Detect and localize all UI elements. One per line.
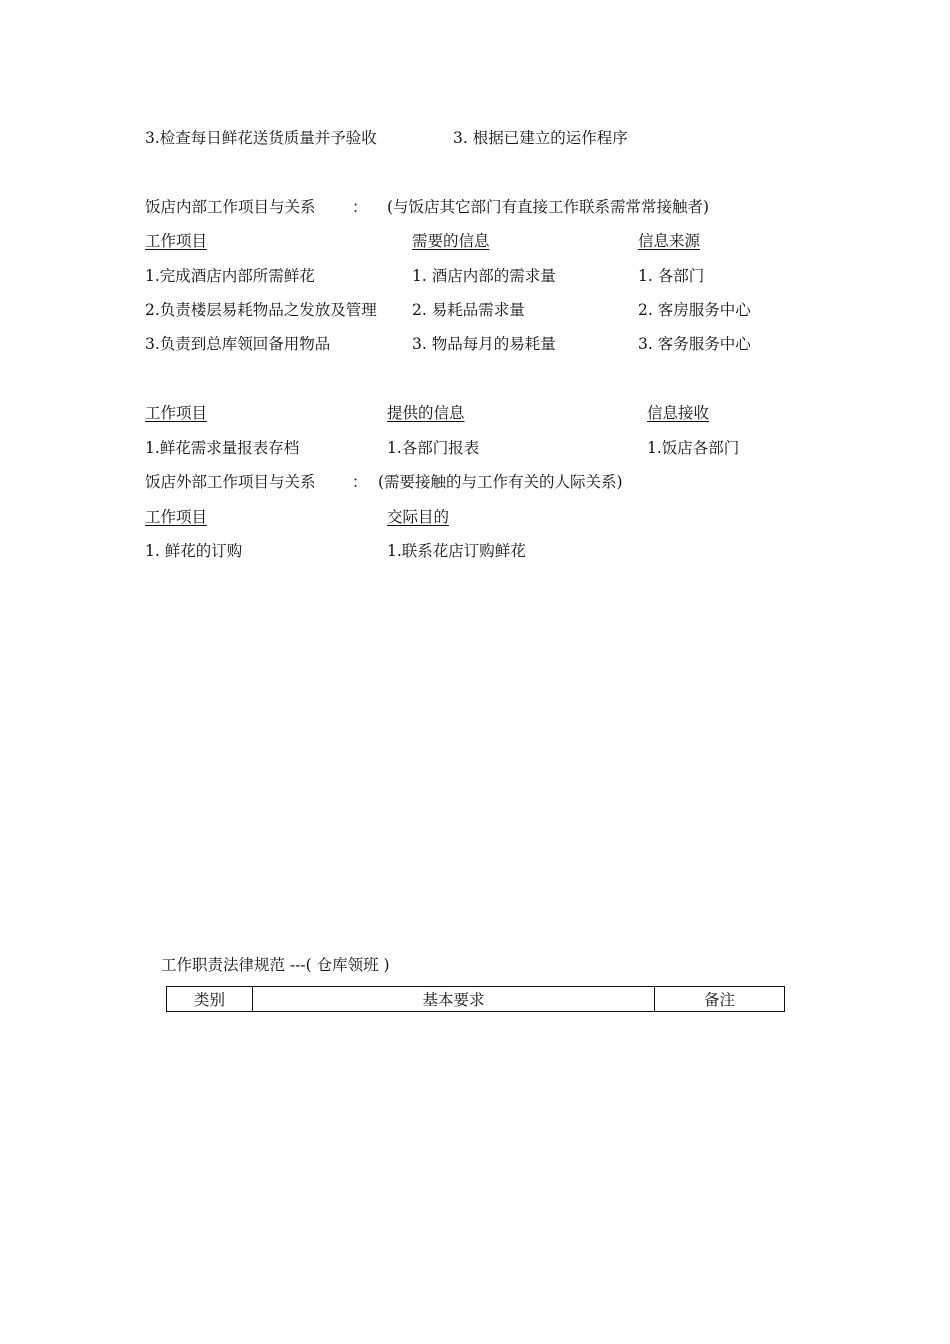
top-row-right: 3. 根据已建立的运作程序 xyxy=(453,129,628,147)
spec-col-remarks: 备注 xyxy=(655,987,785,1012)
provide-header-item: 工作项目 xyxy=(145,404,208,422)
internal-row-2-item: 2.负责楼层易耗物品之发放及管理 xyxy=(145,301,377,319)
internal-row-1-source: 1. 各部门 xyxy=(638,267,705,285)
internal-row-2-info: 2. 易耗品需求量 xyxy=(412,301,525,319)
external-colon: ： xyxy=(352,473,368,491)
external-row-1-purpose: 1.联系花店订购鲜花 xyxy=(387,542,526,560)
spec-title: 工作职责法律规范 ---( 仓库领班 ) xyxy=(161,956,390,974)
spec-table xyxy=(166,986,785,1012)
provide-header-info: 提供的信息 xyxy=(387,404,465,422)
internal-note: (与饭店其它部门有直接工作联系需常常接触者) xyxy=(387,198,710,216)
internal-row-3-info: 3. 物品每月的易耗量 xyxy=(412,335,556,353)
spec-col-category: 类别 xyxy=(167,987,253,1012)
internal-header-item: 工作项目 xyxy=(145,232,208,250)
internal-row-2-source: 2. 客房服务中心 xyxy=(638,301,751,319)
external-header-item: 工作项目 xyxy=(145,508,208,526)
provide-row-1-receiver: 1.饭店各部门 xyxy=(647,439,740,457)
provide-row-1-item: 1.鲜花需求量报表存档 xyxy=(145,439,300,457)
internal-header-info: 需要的信息 xyxy=(412,232,490,250)
external-row-1-item: 1. 鲜花的订购 xyxy=(145,542,243,560)
provide-header-receiver: 信息接收 xyxy=(647,404,710,422)
internal-header-source: 信息来源 xyxy=(638,232,701,250)
external-note: (需要接触的与工作有关的人际关系) xyxy=(378,473,623,491)
internal-row-3-item: 3.负责到总库领回备用物品 xyxy=(145,335,331,353)
external-header-purpose: 交际目的 xyxy=(387,508,450,526)
internal-row-3-source: 3. 客务服务中心 xyxy=(638,335,751,353)
internal-colon: ： xyxy=(352,198,368,216)
spec-col-requirements: 基本要求 xyxy=(253,987,655,1012)
external-heading: 饭店外部工作项目与关系 xyxy=(145,473,316,491)
internal-row-1-item: 1.完成酒店内部所需鲜花 xyxy=(145,267,315,285)
internal-heading: 饭店内部工作项目与关系 xyxy=(145,198,316,216)
spec-header-row xyxy=(167,987,785,1012)
internal-row-1-info: 1. 酒店内部的需求量 xyxy=(412,267,556,285)
top-row-left: 3.检查每日鲜花送货质量并予验收 xyxy=(145,129,377,147)
provide-row-1-info: 1.各部门报表 xyxy=(387,439,480,457)
